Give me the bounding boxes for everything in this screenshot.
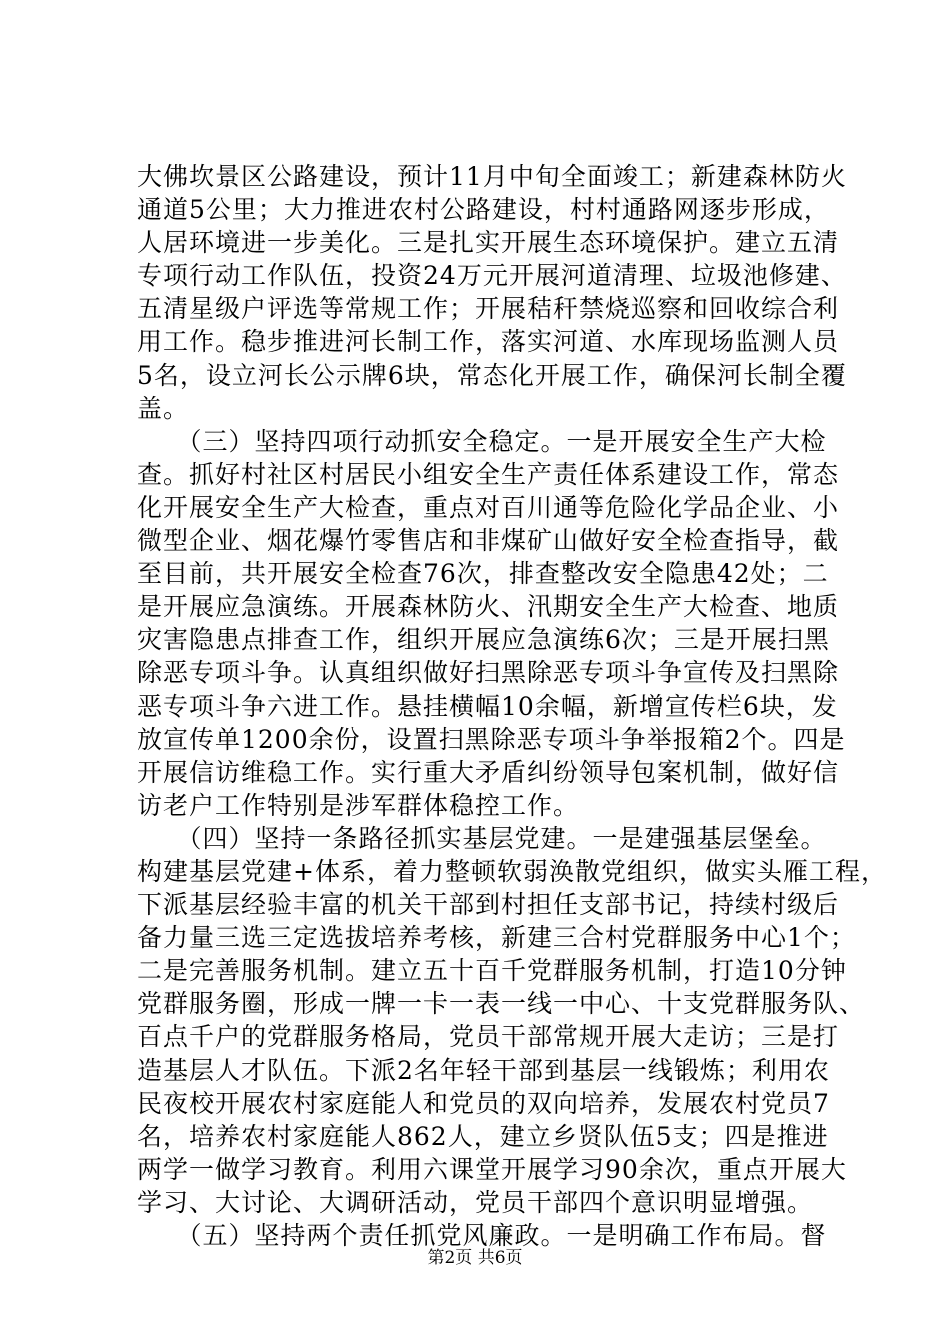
text-line: 访老户工作特别是涉军群体稳控工作。 — [137, 790, 580, 820]
text-line: 二是完善服务机制。建立五十百千党群服务机制，打造10分钟 — [137, 956, 847, 986]
text-line: 微型企业、烟花爆竹零售店和非煤矿山做好安全检查指导，截 — [137, 526, 840, 556]
text-line: 构建基层党建+体系，着力整顿软弱涣散党组织，做实头雁工程， — [137, 856, 887, 886]
text-line: 名，培养农村家庭能人862人，建立乡贤队伍5支；四是推进 — [137, 1121, 829, 1151]
text-line: 用工作。稳步推进河长制工作，落实河道、水库现场监测人员 — [137, 327, 840, 357]
text-line: 造基层人才队伍。下派2名年轻干部到基层一线锻炼；利用农 — [137, 1055, 830, 1085]
text-line: 备力量三选三定选拔培养考核，新建三合村党群服务中心1个； — [137, 923, 856, 953]
text-line: 5名，设立河长公示牌6块，常态化开展工作，确保河长制全覆 — [137, 360, 847, 390]
text-line: 除恶专项斗争。认真组织做好扫黑除恶专项斗争宣传及扫黑除 — [137, 658, 840, 688]
text-line: 大佛坎景区公路建设，预计11月中旬全面竣工；新建森林防火 — [137, 162, 847, 191]
text-line: 查。抓好村社区村居民小组安全生产责任体系建设工作，常态 — [137, 459, 840, 489]
text-line: 灾害隐患点排查工作，组织开展应急演练6次；三是开展扫黑 — [137, 625, 830, 655]
text-line: 恶专项斗争六进工作。悬挂横幅10余幅，新增宣传栏6块，发 — [137, 691, 838, 721]
text-line: 盖。 — [137, 393, 190, 423]
text-line: 通道5公里；大力推进农村公路建设，村村通路网逐步形成， — [137, 195, 830, 225]
text-line: 放宣传单1200余份，设置扫黑除恶专项斗争举报箱2个。四是 — [137, 724, 846, 754]
text-line: 专项行动工作队伍，投资24万元开展河道清理、垃圾池修建、 — [137, 261, 847, 291]
text-line: 五清星级户评选等常规工作；开展秸秆禁烧巡察和回收综合利 — [137, 294, 840, 324]
text-line: 两学一做学习教育。利用六课堂开展学习90余次，重点开展大 — [137, 1154, 847, 1184]
text-line: （四）坚持一条路径抓实基层党建。一是建强基层堡垒。 — [137, 823, 827, 853]
text-line: 学习、大讨论、大调研活动，党员干部四个意识明显增强。 — [137, 1187, 814, 1217]
text-line: 党群服务圈，形成一牌一卡一表一线一中心、十支党群服务队、 — [137, 989, 866, 1019]
body-text — [137, 160, 887, 1252]
text-line: 下派基层经验丰富的机关干部到村担任支部书记，持续村级后 — [137, 890, 840, 920]
text-line: 化开展安全生产大检查，重点对百川通等危险化学品企业、小 — [137, 492, 840, 522]
text-line: （三）坚持四项行动抓安全稳定。一是开展安全生产大检 — [137, 426, 827, 456]
text-line: 至目前，共开展安全检查76次，排查整改安全隐患42处；二 — [137, 559, 829, 589]
text-line: 民夜校开展农村家庭能人和党员的双向培养，发展农村党员7 — [137, 1088, 830, 1118]
page-footer: 第2页 共6页 — [427, 1248, 523, 1268]
text-line: 人居环境进一步美化。三是扎实开展生态环境保护。建立五清 — [137, 228, 840, 258]
text-line: （五）坚持两个责任抓党风廉政。一是明确工作布局。督 — [137, 1221, 827, 1250]
text-line: 百点千户的党群服务格局，党员干部常规开展大走访；三是打 — [137, 1022, 840, 1052]
text-line: 是开展应急演练。开展森林防火、汛期安全生产大检查、地质 — [137, 592, 840, 622]
text-line: 开展信访维稳工作。实行重大矛盾纠纷领导包案机制，做好信 — [137, 757, 840, 787]
